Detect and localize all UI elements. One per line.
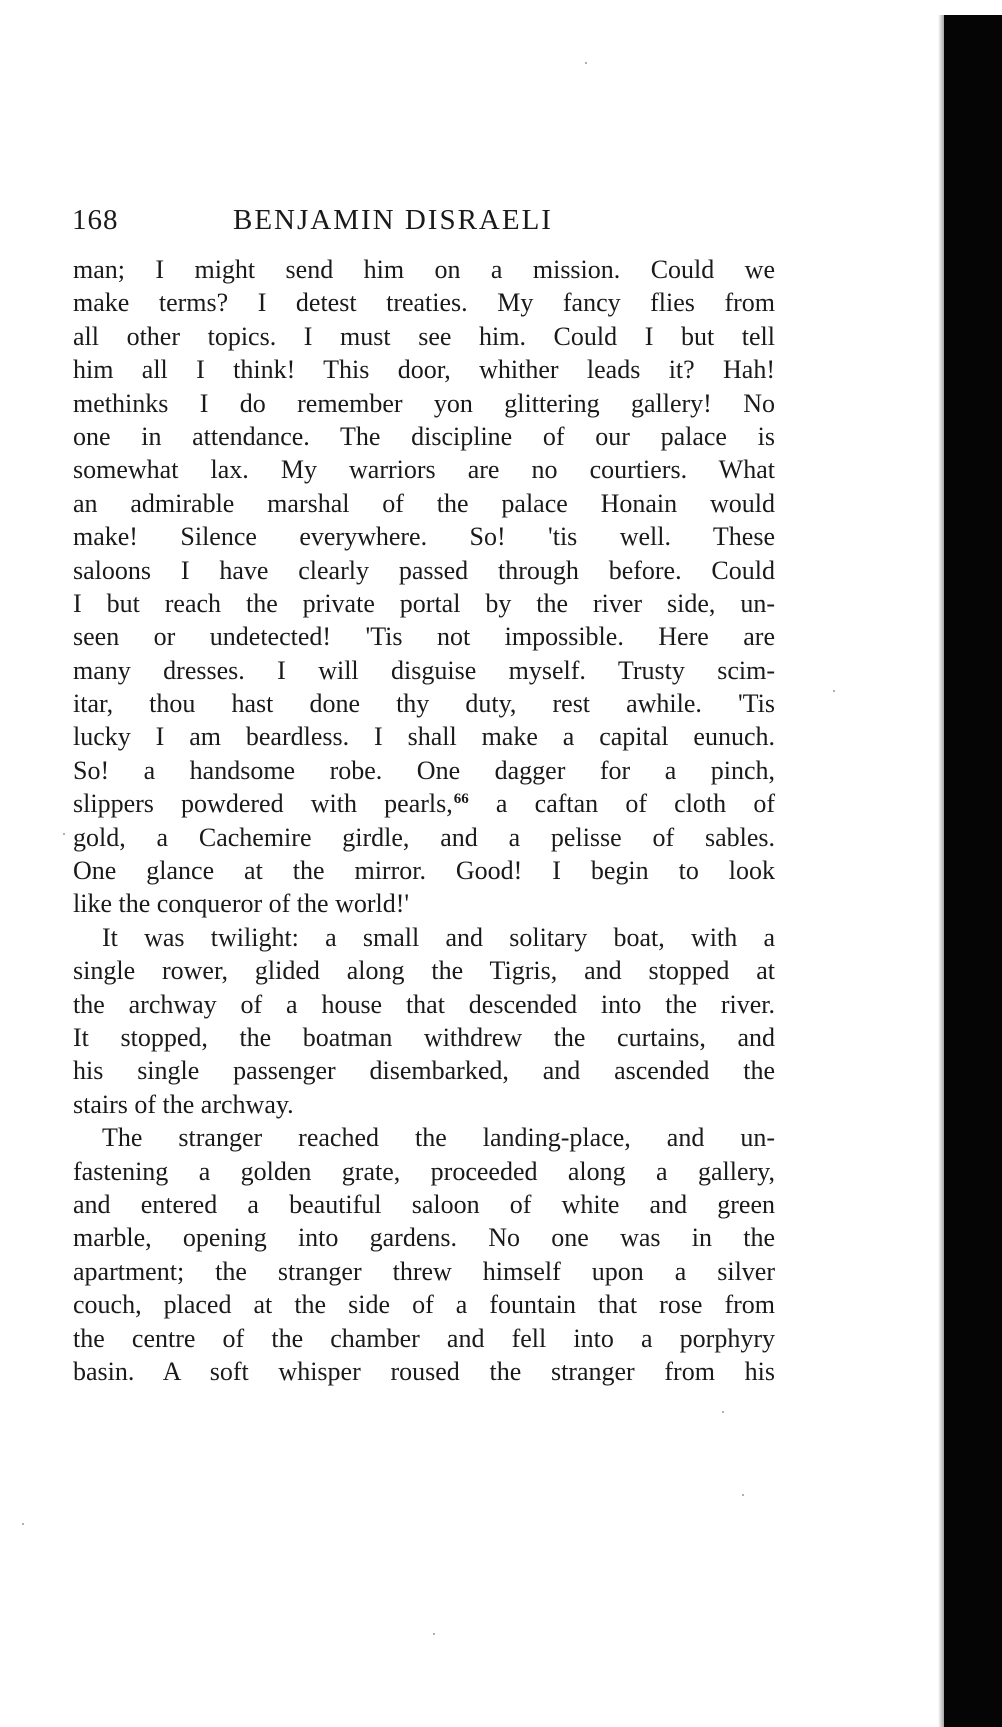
line-text: It stopped, the boatman withdrew the curtains, and xyxy=(73,1022,775,1052)
scan-speck xyxy=(22,1523,24,1525)
line-text: many dresses. I will disguise myself. Trusty scim- xyxy=(73,655,775,685)
line-text: single rower, glided along the Tigris, and stopped at xyxy=(73,956,775,986)
line-text: and entered a beautiful saloon of white and green xyxy=(73,1189,775,1219)
line-text: marble, opening into gardens. No one was in the xyxy=(73,1223,775,1253)
text-line xyxy=(73,1188,775,1221)
line-text: gold, a Cachemire girdle, and a pelisse of sables. xyxy=(73,822,775,852)
text-line xyxy=(73,1054,775,1087)
line-text: couch, placed at the side of a fountain that rose from xyxy=(73,1290,775,1320)
line-text: an admirable marshal of the palace Honain would xyxy=(73,488,775,518)
text-line xyxy=(73,1288,775,1321)
line-text: apartment; the stranger threw himself upon a silver xyxy=(73,1256,775,1286)
text-line-with-footnote xyxy=(73,787,775,820)
line-text: all other topics. I must see him. Could I but tell xyxy=(73,321,775,351)
line-text: It was twilight: a small and solitary boat, with a xyxy=(102,922,775,952)
scan-speck xyxy=(585,62,587,64)
scan-speck xyxy=(63,833,65,835)
text-line xyxy=(73,554,775,587)
text-line xyxy=(73,954,775,987)
text-line xyxy=(73,1255,775,1288)
text-line xyxy=(73,1088,775,1121)
text-line xyxy=(73,988,775,1021)
text-line xyxy=(73,1021,775,1054)
text-line xyxy=(73,1155,775,1188)
text-line xyxy=(73,387,775,420)
paragraph-first-line xyxy=(73,921,775,954)
line-text: man; I might send him on a mission. Could we xyxy=(73,255,775,284)
text-line xyxy=(73,420,775,453)
text-line xyxy=(73,754,775,787)
page-header xyxy=(72,204,772,244)
line-text: One glance at the mirror. Good! I begin to look xyxy=(73,856,775,886)
line-text: fastening a golden grate, proceeded along a gallery, xyxy=(73,1156,775,1186)
text-line xyxy=(73,1322,775,1355)
line-text: So! a handsome robe. One dagger for a pinch, xyxy=(73,755,775,785)
line-text-after: a caftan of cloth of xyxy=(468,789,775,819)
line-text: itar, thou hast done thy duty, rest awhile. 'Tis xyxy=(73,689,775,719)
text-line xyxy=(73,887,775,920)
scan-speck xyxy=(742,1494,744,1496)
body-text xyxy=(73,253,775,1388)
page-number: 168 xyxy=(72,204,119,236)
line-text: I but reach the private portal by the river side, un- xyxy=(73,588,775,618)
text-line xyxy=(73,1355,775,1388)
scan-edge-shadow xyxy=(944,15,1002,1727)
line-text xyxy=(73,787,775,820)
line-text: basin. A soft whisper roused the stranger from his xyxy=(73,1356,775,1386)
text-line xyxy=(73,1221,775,1254)
scan-speck xyxy=(433,1633,435,1635)
line-text: methinks I do remember yon glittering gallery! No xyxy=(73,388,775,418)
text-line xyxy=(73,821,775,854)
paragraph-first-line xyxy=(73,1121,775,1154)
line-text: saloons I have clearly passed through before. Could xyxy=(73,555,775,585)
line-text: him all I think! This door, whither leads it? Hah! xyxy=(73,355,775,385)
line-text: seen or undetected! 'Tis not impossible. Here are xyxy=(73,622,775,652)
text-line xyxy=(73,253,775,286)
scan-speck xyxy=(833,690,835,692)
text-line xyxy=(73,320,775,353)
text-line xyxy=(73,620,775,653)
line-text: stairs of the archway. xyxy=(73,1089,294,1119)
scan-speck xyxy=(722,1411,724,1413)
line-text: somewhat lax. My warriors are no courtiers. What xyxy=(73,455,775,485)
text-line xyxy=(73,286,775,319)
line-text: the archway of a house that descended into the river. xyxy=(73,989,775,1019)
line-text: make terms? I detest treaties. My fancy flies from xyxy=(73,288,775,318)
line-text: the centre of the chamber and fell into a porphyry xyxy=(73,1323,775,1353)
line-text-before: slippers powdered with pearls, xyxy=(73,789,453,819)
text-line xyxy=(73,654,775,687)
line-text: The stranger reached the landing-place, and un- xyxy=(102,1123,775,1153)
line-text: make! Silence everywhere. So! 'tis well. These xyxy=(73,522,775,552)
text-line xyxy=(73,687,775,720)
line-text: one in attendance. The discipline of our palace is xyxy=(73,421,775,451)
text-line xyxy=(73,587,775,620)
line-text: like the conqueror of the world!' xyxy=(73,889,410,919)
text-line xyxy=(73,720,775,753)
line-text: his single passenger disembarked, and ascended the xyxy=(73,1056,775,1086)
text-line xyxy=(73,487,775,520)
footnote-marker[interactable]: 66 xyxy=(453,790,469,807)
text-line xyxy=(73,453,775,486)
text-line xyxy=(73,854,775,887)
text-line xyxy=(73,520,775,553)
text-line xyxy=(73,353,775,386)
line-text: lucky I am beardless. I shall make a capital eunuch. xyxy=(73,722,775,752)
running-head: BENJAMIN DISRAELI xyxy=(233,204,553,236)
